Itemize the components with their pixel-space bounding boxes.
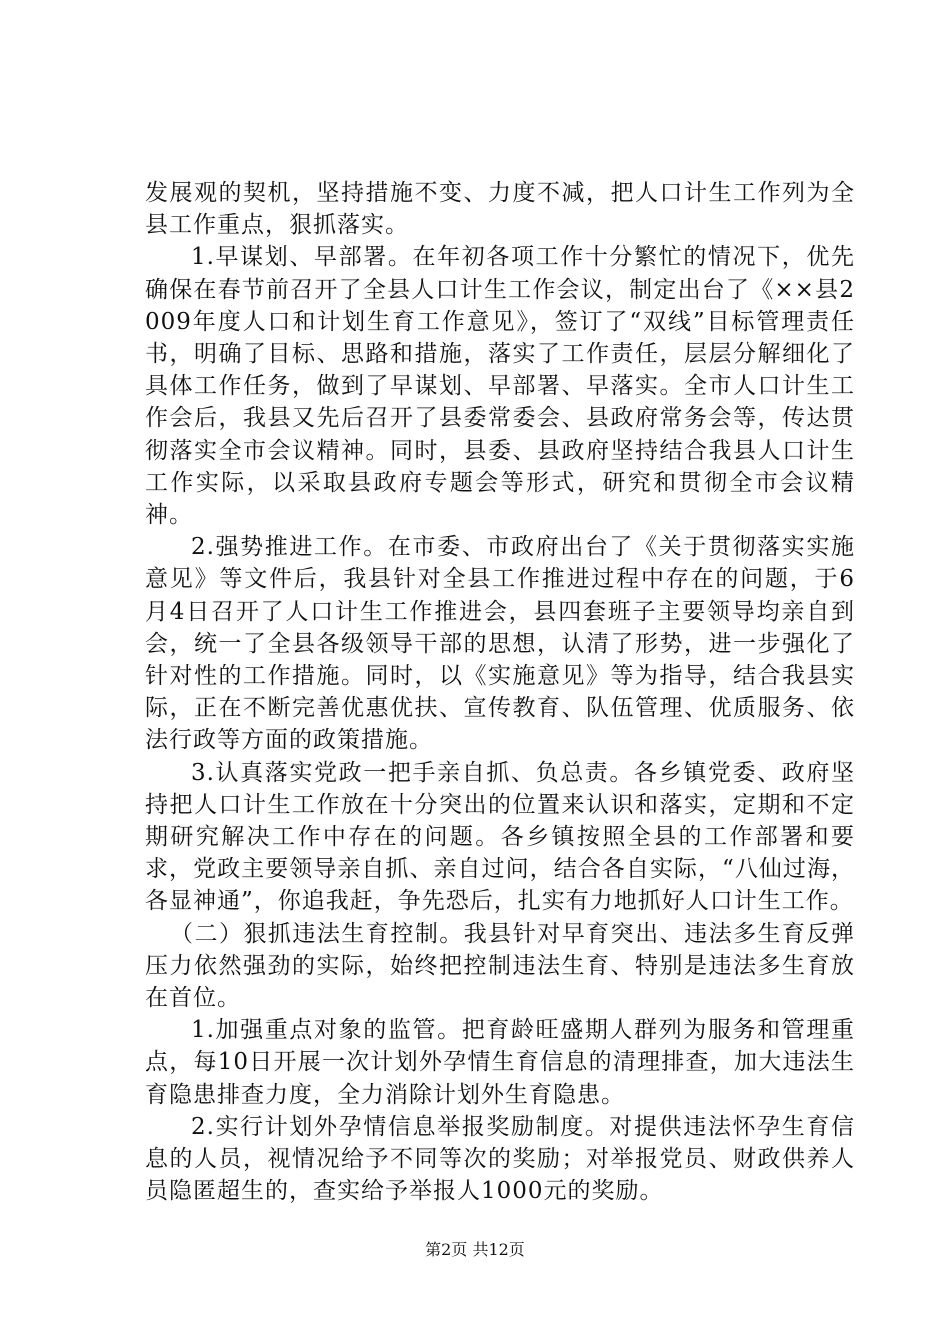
paragraph-reward-system: 2.实行计划外孕情信息举报奖励制度。对提供违法怀孕生育信息的人员，视情况给予不同等次的奖励；对举报党员、财政供养人员隐匿超生的，查实给予举报人1000元的奖励。 bbox=[145, 1113, 855, 1205]
paragraph-continuation: 发展观的契机，坚持措施不变、力度不减，把人口计生工作列为全县工作重点，狠抓落实。 bbox=[145, 180, 855, 239]
page-number-footer: 第2页 共12页 bbox=[425, 1240, 525, 1259]
document-body bbox=[145, 177, 855, 1208]
paragraph-leadership-responsibility: 3.认真落实党政一把手亲自抓、负总责。各乡镇党委、政府坚持把人口计生工作放在十分突出的位置来认识和落实，定期和不定期研究解决工作中存在的问题。各乡镇按照全县的工作部署和要求，党政主要领导亲自抓、亲自过问，结合各自实际，“八仙过海，各显神通”，你追我赶，争先恐后，扎实有力地抓好人口计生工作。 bbox=[145, 759, 855, 915]
paragraph-key-supervision: 1.加强重点对象的监管。把育龄旺盛期人群列为服务和管理重点，每10日开展一次计划外孕情生育信息的清理排查，加大违法生育隐患排查力度，全力消除计划外生育隐患。 bbox=[145, 1017, 855, 1108]
paragraph-push-work: 2.强势推进工作。在市委、市政府出台了《关于贯彻落实实施意见》等文件后，我县针对全县工作推进过程中存在的问题，于6月4日召开了人口计生工作推进会，县四套班子主要领导均亲自到会，统一了全县各级领导干部的思想，认清了形势，进一步强化了针对性的工作措施。同时，以《实施意见》等为指导，结合我县实际，正在不断完善优惠优扶、宣传教育、队伍管理、优质服务、依法行政等方面的政策措施。 bbox=[145, 534, 855, 754]
section-heading-paragraph: （二）狠抓违法生育控制。我县针对早育突出、违法多生育反弹压力依然强劲的实际，始终把控制违法生育、特别是违法多生育放在首位。 bbox=[145, 920, 855, 1012]
paragraph-early-planning: 1.早谋划、早部署。在年初各项工作十分繁忙的情况下，优先确保在春节前召开了全县人口计生工作会议，制定出台了《××县2009年度人口和计划生育工作意见》，签订了“双线”目标管理责任书，明确了目标、思路和措施，落实了工作责任，层层分解细化了具体工作任务，做到了早谋划、早部署、早落实。全市人口计生工作会后，我县又先后召开了县委常委会、县政府常务会等，传达贯彻落实全市会议精神。同时，县委、县政府坚持结合我县人口计生工作实际，以采取县政府专题会等形式，研究和贯彻全市会议精神。 bbox=[145, 244, 855, 529]
